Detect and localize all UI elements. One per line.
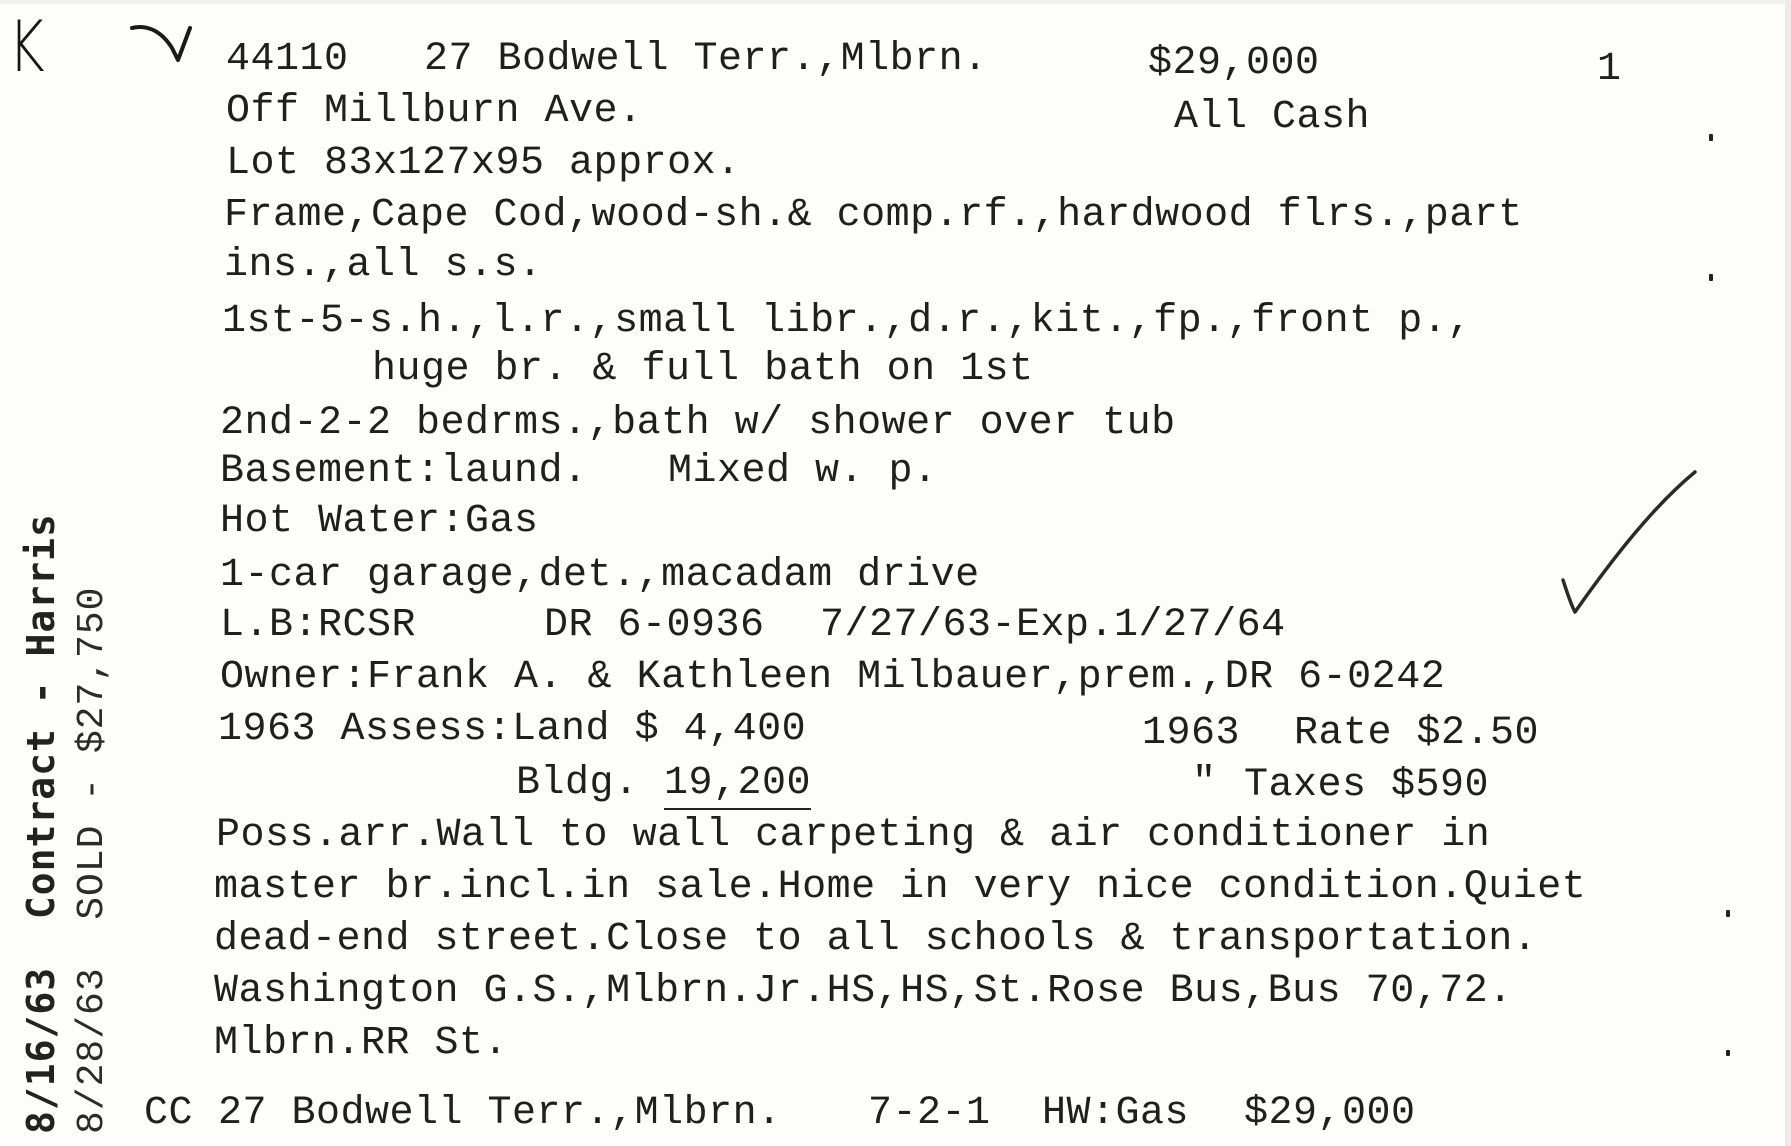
listing-address: 27 Bodwell Terr.,Mlbrn. (424, 37, 988, 82)
construction-line-2: ins.,all s.s. (224, 243, 543, 288)
tax-rate-year: 1963 (1142, 711, 1241, 756)
listing-number: 44110 (226, 37, 349, 82)
taxes-ditto: " (1192, 761, 1217, 806)
first-floor-line-1: 1st-5-s.h.,l.r.,small libr.,d.r.,kit.,fp.,front p., (222, 299, 1472, 344)
location: Off Millburn Ave. (226, 89, 643, 134)
remarks-line-1: Poss.arr.Wall to wall carpeting & air conditioner in (216, 813, 1491, 858)
garage: 1-car garage,det.,macadam drive (220, 553, 980, 598)
card-top-edge (0, 0, 1791, 4)
listing-phone: DR 6-0936 (544, 603, 765, 648)
construction-line-1: Frame,Cape Cod,wood-sh.& comp.rf.,hardwood flrs.,part (224, 193, 1523, 238)
contract-stamp: 8/16/63 Contract - Harris (19, 513, 63, 1134)
lot-size: Lot 83x127x95 approx. (226, 141, 741, 186)
second-floor: 2nd-2-2 bedrms.,bath w/ shower over tub (220, 401, 1176, 446)
tax-rate: Rate $2.50 (1294, 711, 1540, 756)
margin-speck (1709, 134, 1713, 141)
footer-address: 27 Bodwell Terr.,Mlbrn. (218, 1091, 782, 1136)
remarks-line-2: master br.incl.in sale.Home in very nice condition.Quiet (214, 865, 1587, 910)
remarks-line-5: Mlbrn.RR St. (214, 1021, 509, 1066)
footer-price: $29,000 (1244, 1091, 1416, 1136)
card-number: 1 (1597, 47, 1622, 92)
listing-dates: 7/27/63-Exp.1/27/64 (820, 603, 1286, 648)
hot-water: Hot Water:Gas (220, 499, 539, 544)
remarks-line-3: dead-end street.Close to all schools & transportation. (214, 917, 1538, 962)
taxes: Taxes $590 (1244, 763, 1490, 808)
listing-broker: L.B:RCSR (220, 603, 417, 648)
remarks-line-4: Washington G.S.,Mlbrn.Jr.HS,HS,St.Rose Bus,Bus 70,72. (214, 969, 1513, 1014)
margin-speck (1726, 1050, 1730, 1056)
margin-speck (1709, 274, 1713, 281)
sold-stamp: 8/28/63 SOLD - $27,750 (71, 586, 114, 1134)
margin-speck (1726, 910, 1730, 917)
footer-rooms: 7-2-1 (868, 1091, 991, 1136)
corner-mark: K (8, 6, 45, 88)
listing-price: $29,000 (1148, 41, 1320, 86)
check-tick-icon (128, 18, 198, 66)
basement-extra: Mixed w. p. (668, 449, 938, 494)
assessment-bldg-value: 19,200 (664, 764, 811, 810)
card-right-edge (1785, 0, 1791, 1146)
terms: All Cash (1174, 95, 1371, 140)
assessment-land: 1963 Assess:Land $ 4,400 (218, 707, 807, 752)
footer-hot-water: HW:Gas (1042, 1091, 1190, 1136)
footer-prefix: CC (144, 1091, 194, 1136)
basement: Basement:laund. (220, 449, 588, 494)
check-mark-icon (1555, 460, 1705, 620)
assessment-bldg-label: Bldg. (516, 761, 639, 806)
first-floor-line-2: huge br. & full bath on 1st (372, 347, 1034, 392)
owner: Owner:Frank A. & Kathleen Milbauer,prem.,DR 6-0242 (220, 655, 1446, 700)
